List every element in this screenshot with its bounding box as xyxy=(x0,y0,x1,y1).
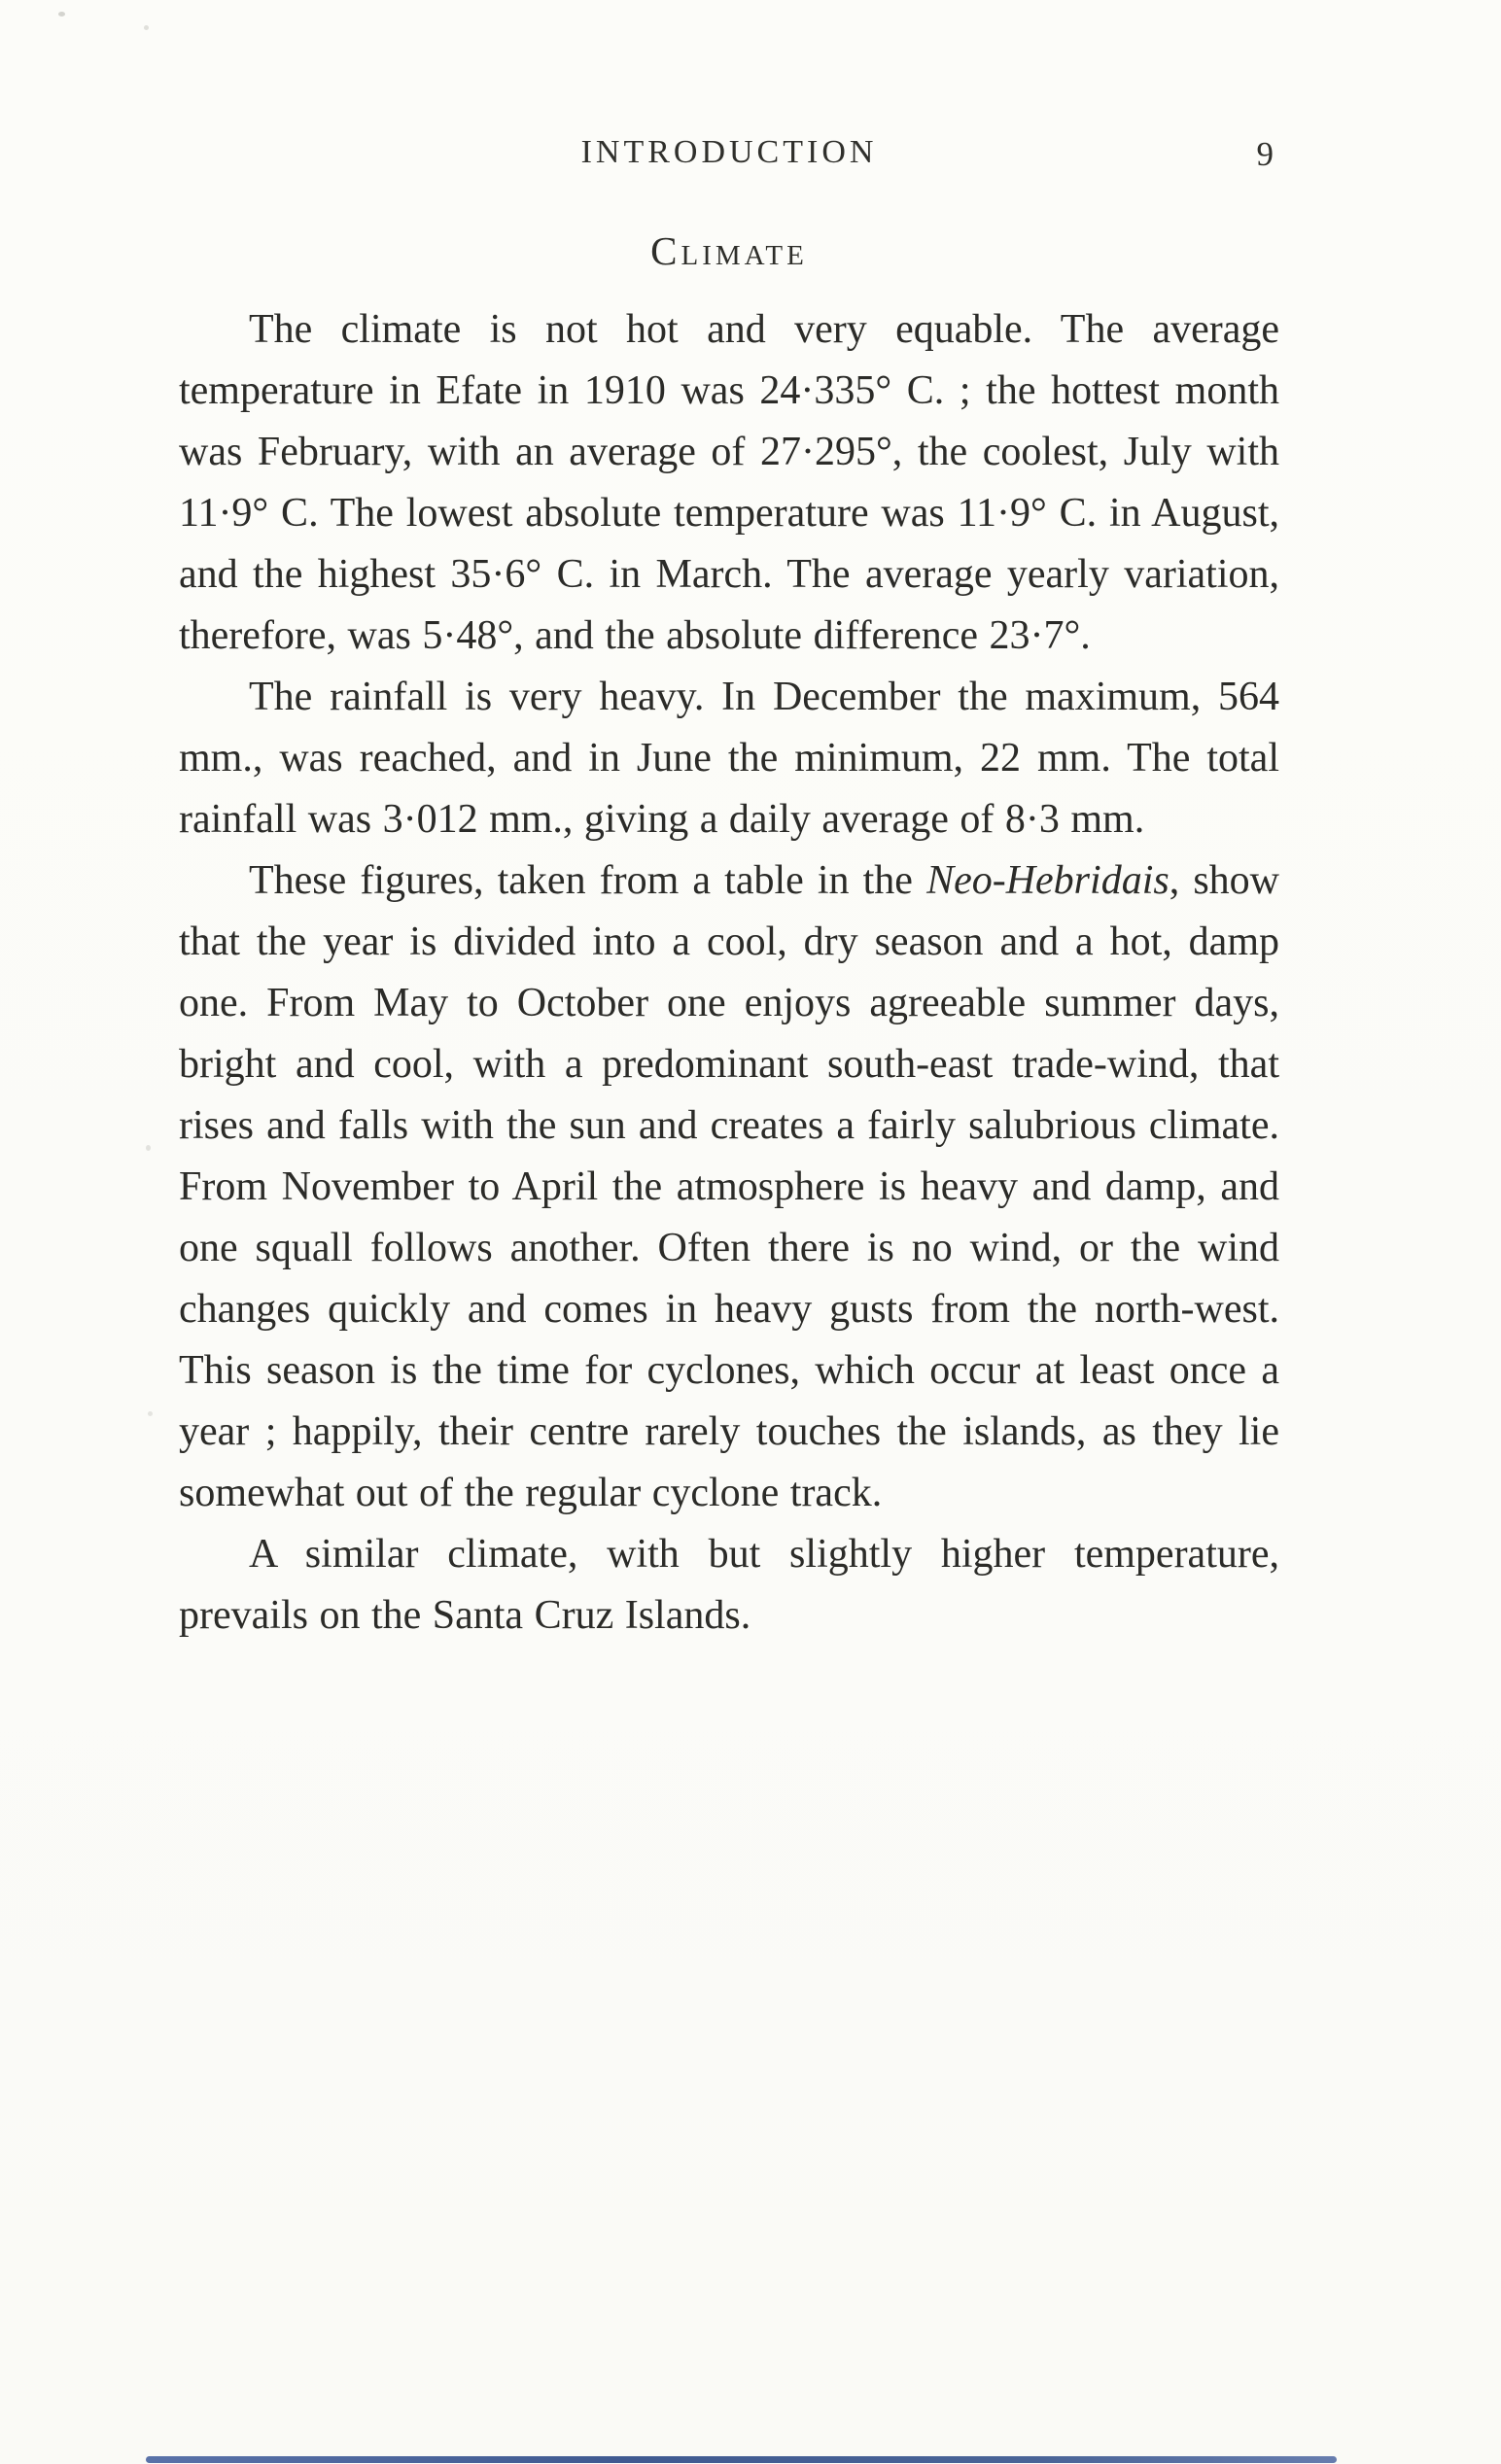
scan-speck-2 xyxy=(144,25,149,30)
paragraph-climate-temperature: The climate is not hot and very equable. The average temperature in Efate in 1910 was 24·335° C. ; the hottest month was February, with an average of 27·295°, the coolest, July with 11·9° C. The lowest absolute temperature was 11·9° C. in August, and the highest 35·6° C. in March. The average yearly variation, therefore, was 5·48°, and the absolute difference 23·7°. xyxy=(179,307,1279,658)
scan-speck-4 xyxy=(148,1411,153,1416)
page-content xyxy=(179,134,1279,1647)
paragraph-seasons-text-after: , show that the year is divided into a cool, dry season and a hot, damp one. From May to October one enjoys agreeable summer days, bright and cool, with a predominant south-east trade-wind, that rises and falls with the sun and creates a fairly salubrious climate. From November to April the atmosphere is heavy and damp, and one squall follows another. Often there is no wind, or the wind changes quickly and comes in heavy gusts from the north-west. This season is the time for cyclones, which occur at least once a year ; happily, their centre rarely touches the islands, as they lie somewhat out of the regular cyclone track. xyxy=(179,858,1279,1515)
section-heading: Climate xyxy=(650,228,808,273)
paragraph-santa-cruz: A similar climate, with but slightly higher temperature, prevails on the Santa Cruz Islands. xyxy=(179,1532,1279,1638)
paragraph-rainfall: The rainfall is very heavy. In December the maximum, 564 mm., was reached, and in June the minimum, 22 mm. The total rainfall was 3·012 mm., giving a daily average of 8·3 mm. xyxy=(179,675,1279,842)
scan-speck-3 xyxy=(146,1145,151,1151)
scan-speck-1 xyxy=(58,12,65,17)
body-text xyxy=(179,299,1279,1647)
running-header: INTRODUCTION xyxy=(580,134,878,170)
italic-term-neo-hebridais: Neo-Hebridais xyxy=(926,858,1169,903)
page-header xyxy=(179,134,1279,179)
paragraph-seasons-text-before: These figures, taken from a table in the xyxy=(249,858,927,903)
book-edge-artifact xyxy=(146,2456,1337,2463)
paragraph-seasons xyxy=(179,850,1279,1524)
page-number: 9 xyxy=(1256,135,1274,173)
